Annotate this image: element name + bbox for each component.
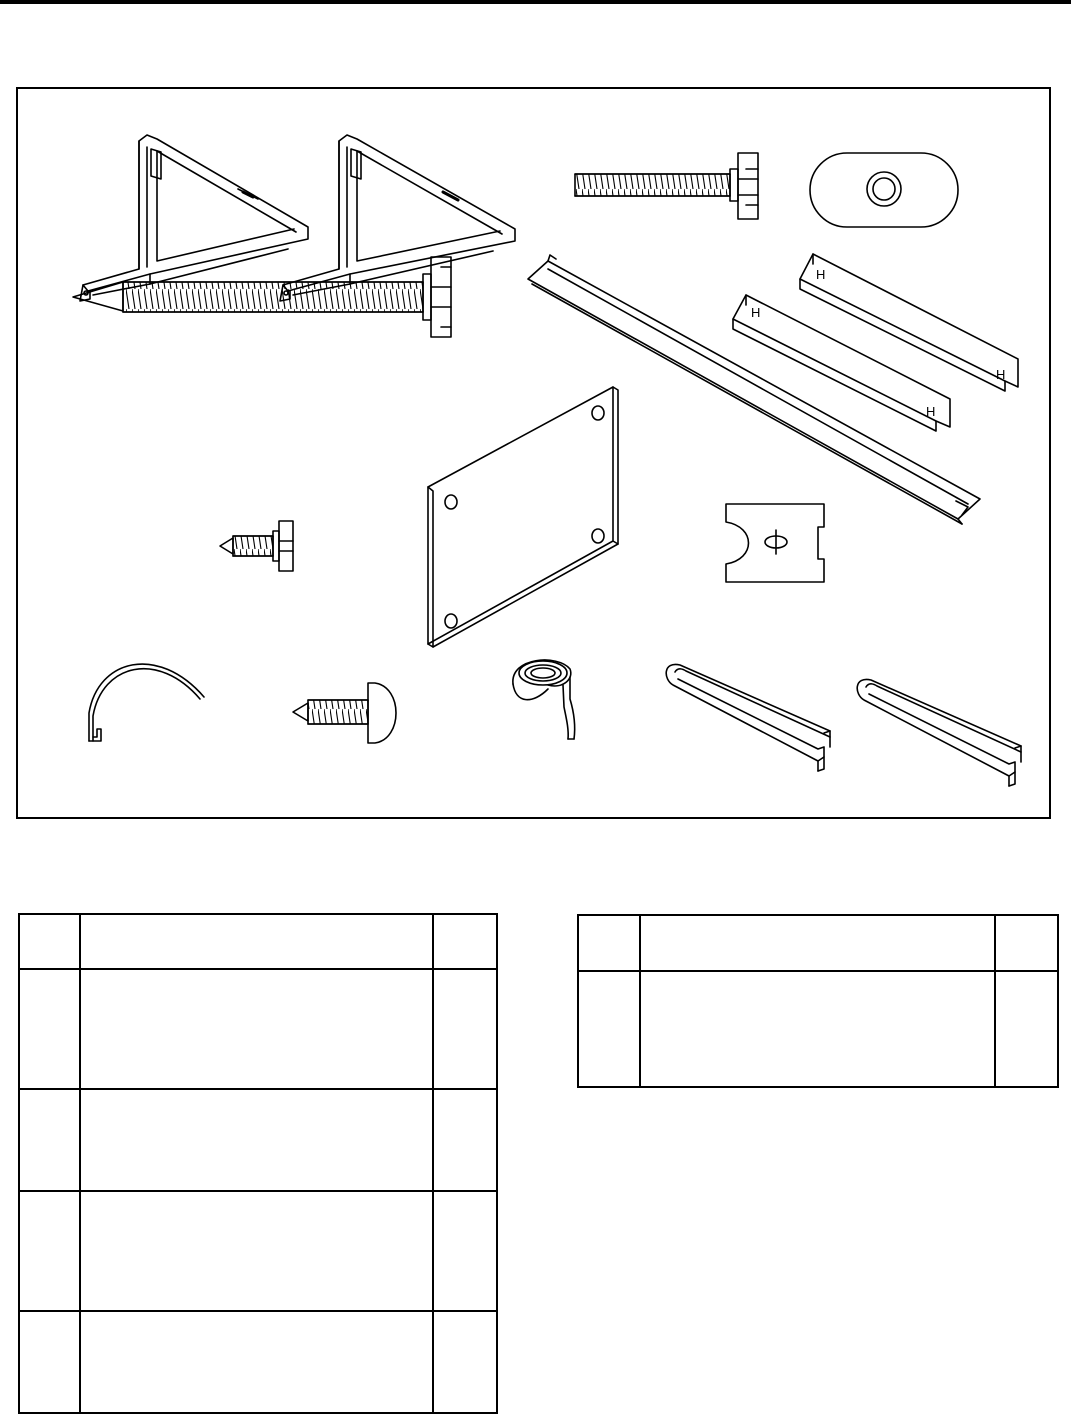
row-qty <box>433 969 497 1089</box>
hook-wire <box>89 664 204 741</box>
long-angle-rail <box>528 255 980 524</box>
header-qty <box>433 914 497 969</box>
row-qty <box>433 1311 497 1413</box>
table-header-row <box>19 914 497 969</box>
row-num <box>578 971 640 1087</box>
row-description <box>640 971 995 1087</box>
u-clip-b <box>857 679 1021 786</box>
angle-bar-a <box>733 295 950 431</box>
hex-bolt <box>575 153 758 219</box>
truss-head-screw <box>293 683 396 743</box>
svg-text:H: H <box>816 267 826 282</box>
oval-washer <box>810 153 958 227</box>
row-num <box>19 969 80 1089</box>
header-description <box>640 915 995 971</box>
row-qty <box>995 971 1058 1087</box>
mounting-plate <box>428 387 618 647</box>
header-num <box>19 914 80 969</box>
row-description <box>80 1311 433 1413</box>
row-num <box>19 1191 80 1311</box>
small-hex-screw <box>220 521 293 571</box>
row-num <box>19 1311 80 1413</box>
row-description <box>80 969 433 1089</box>
row-description <box>80 1089 433 1191</box>
header-qty <box>995 915 1058 971</box>
header-description <box>80 914 433 969</box>
bracket-left <box>80 135 308 301</box>
coiled-strap <box>513 660 575 739</box>
row-num <box>19 1089 80 1191</box>
table-header-row <box>578 915 1058 971</box>
parts-table-left <box>18 913 498 1414</box>
table-row <box>19 1089 497 1191</box>
table-row <box>578 971 1058 1087</box>
lag-screw <box>73 257 451 337</box>
svg-text:H: H <box>751 305 761 320</box>
table-row <box>19 1191 497 1311</box>
parts-table-right <box>577 914 1059 1088</box>
table-row <box>19 969 497 1089</box>
bracket-right <box>280 135 515 301</box>
svg-text:H: H <box>996 367 1006 382</box>
row-qty <box>433 1191 497 1311</box>
row-qty <box>433 1089 497 1191</box>
table-row <box>19 1311 497 1413</box>
row-description <box>80 1191 433 1311</box>
angle-bar-b <box>800 254 1018 391</box>
clip-nut <box>726 504 824 582</box>
svg-text:H: H <box>926 404 936 419</box>
top-rule <box>0 0 1071 4</box>
u-clip-a <box>666 664 830 771</box>
header-num <box>578 915 640 971</box>
parts-figure <box>16 87 1051 819</box>
